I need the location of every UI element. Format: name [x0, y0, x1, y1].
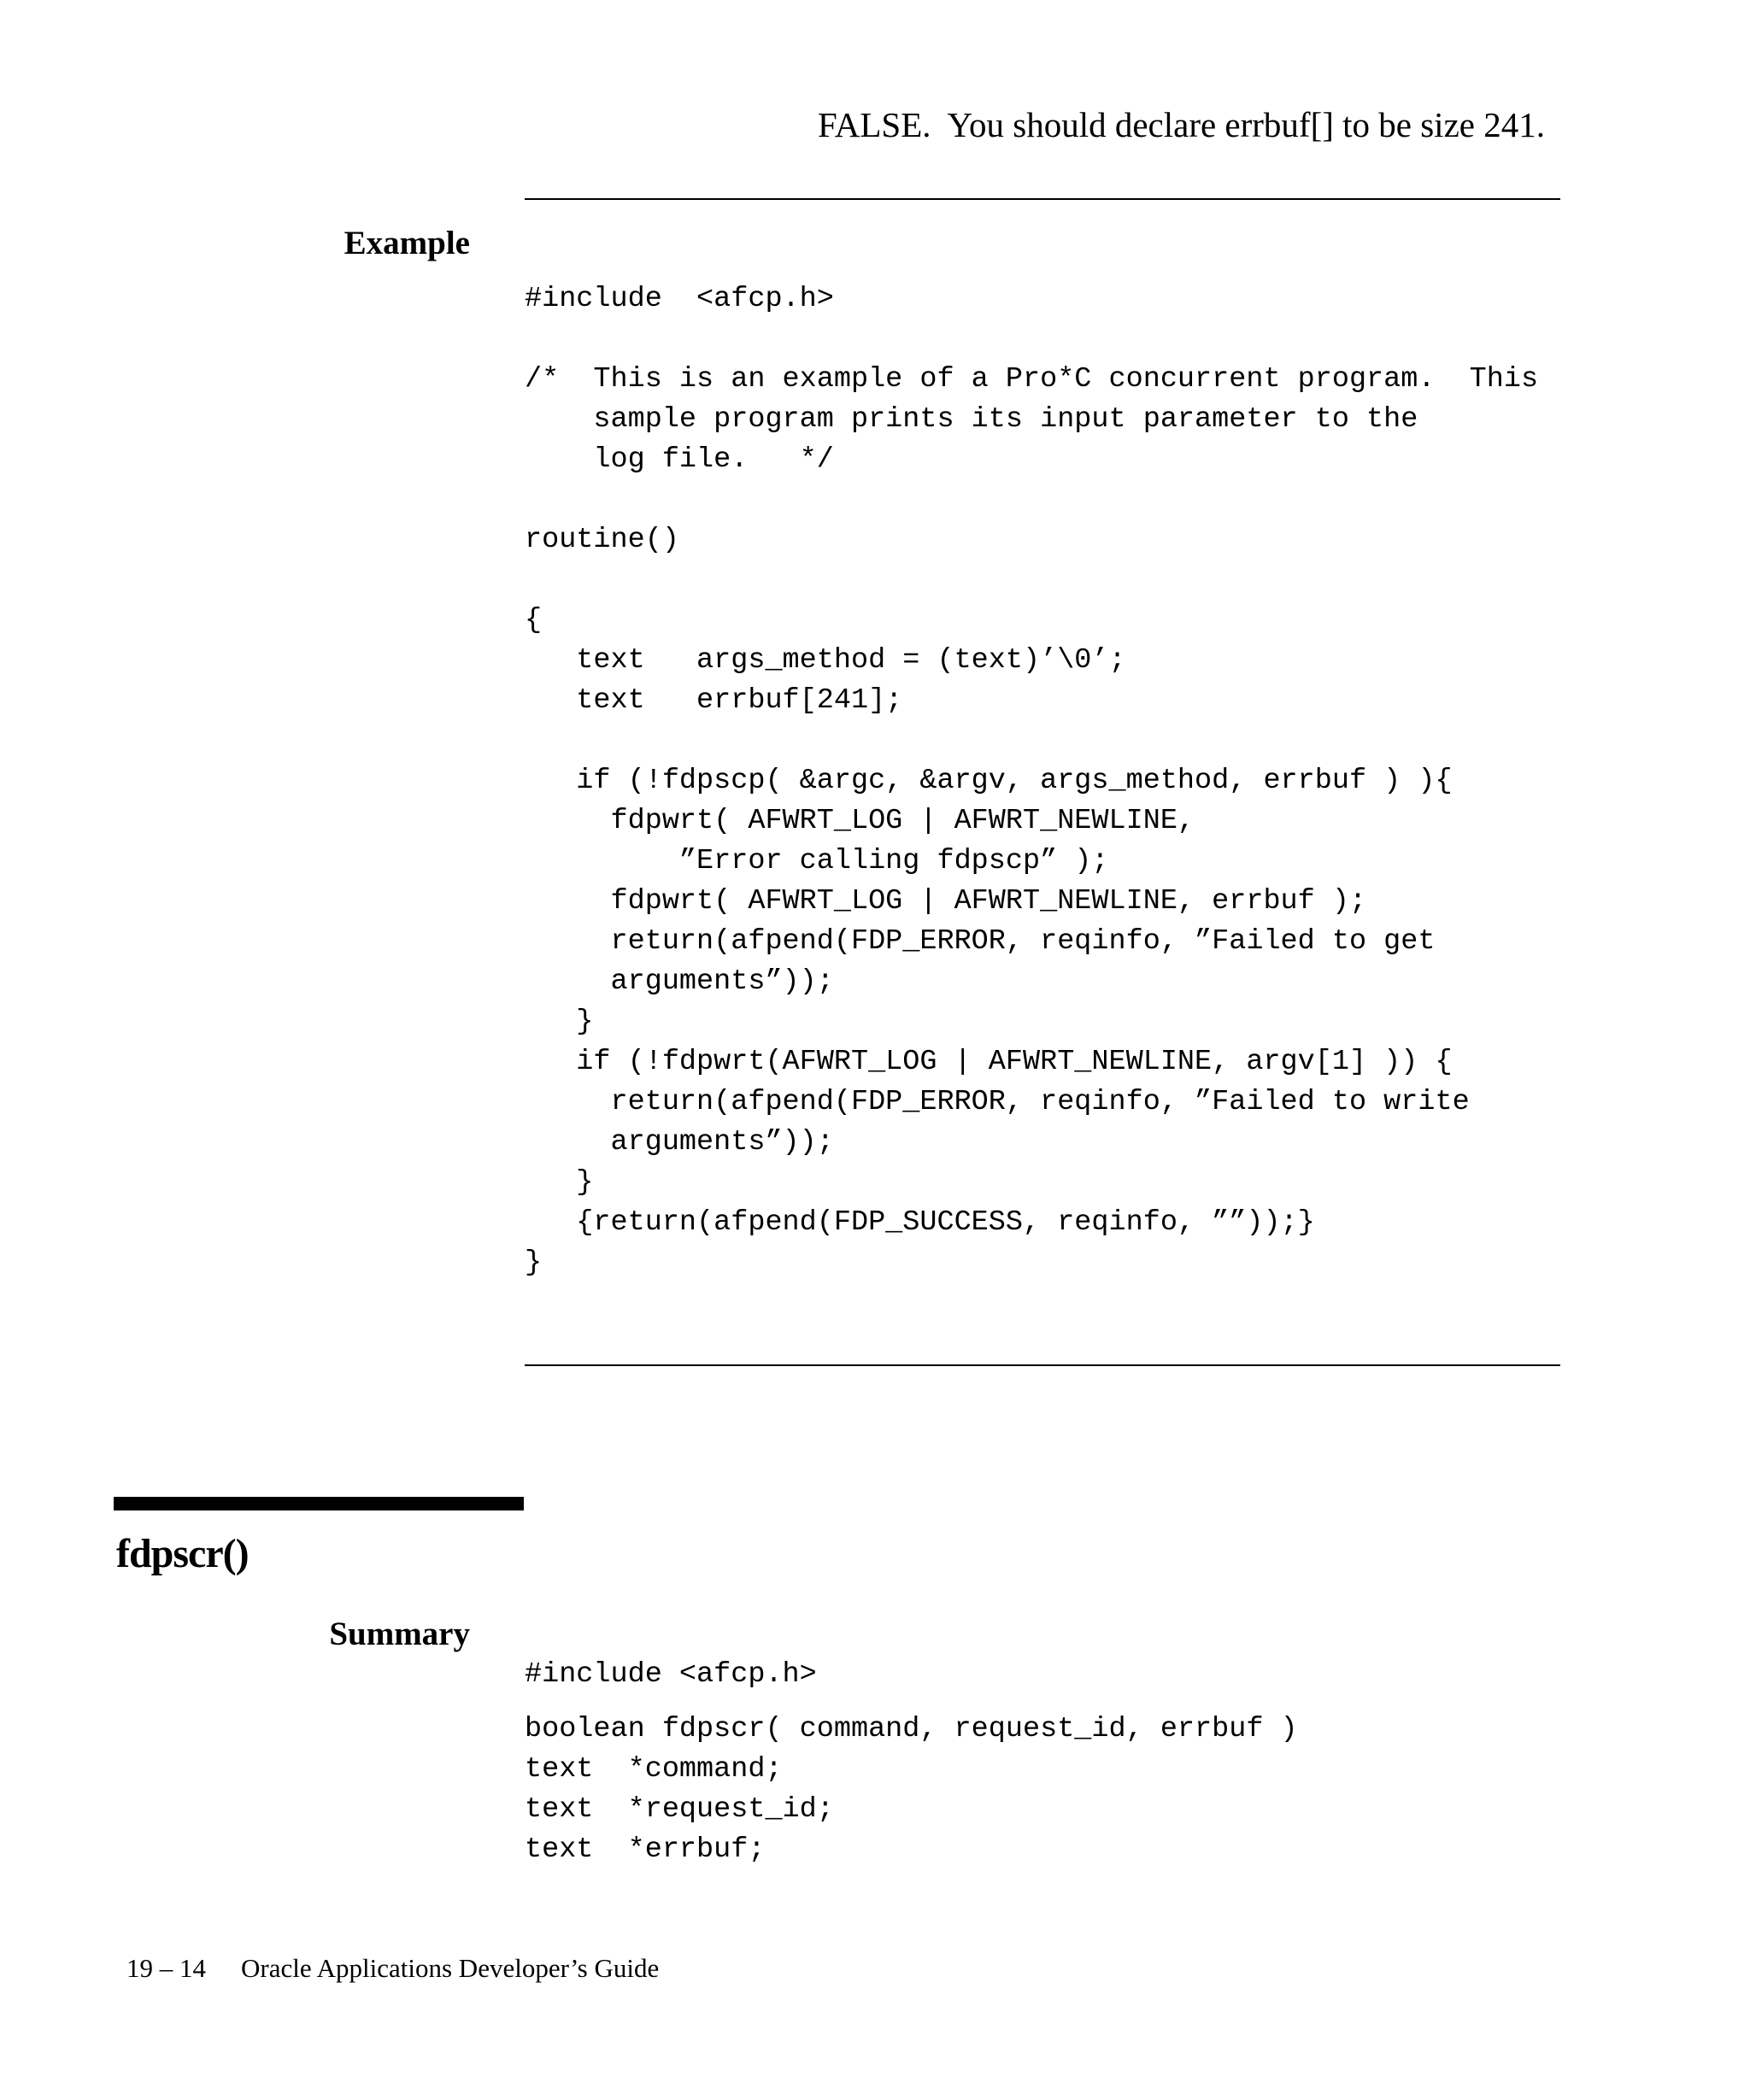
footer-page-number: 19 – 14	[126, 1953, 206, 1983]
page-footer	[126, 1953, 659, 1984]
footer-book-title: Oracle Applications Developer’s Guide	[241, 1953, 660, 1983]
bottom-rule	[525, 1364, 1560, 1366]
summary-signature-block: boolean fdpscr( command, request_id, errbuf ) text *command; text *request_id; text *errbuf;	[525, 1713, 1298, 1866]
example-code-block: #include <afcp.h> /* This is an example of a Pro*C concurrent program. This sample program prints its input parameter to the log file. */ routine() { text args_method = (text)’\0’; text errbuf[241]; if (!fdpscp( &argc, &argv, args_method, errbuf ) ){ fdpwrt( AFWRT_LOG | AFWRT_NEWLINE, ”Error calling fdpscp” ); fdpwrt( AFWRT_LOG | AFWRT_NEWLINE, errbuf ); return(afpend(FDP_ERROR, reqinfo, ”Failed to get arguments”)); } if (!fdpwrt(AFWRT_LOG | AFWRT_NEWLINE, argv[1] )) { return(afpend(FDP_ERROR, reqinfo, ”Failed to write arguments”)); } {return(afpend(FDP_SUCCESS, reqinfo, ””));} }	[525, 283, 1539, 1279]
section-title: fdpscr()	[116, 1531, 249, 1576]
summary-include-line: #include <afcp.h>	[525, 1658, 817, 1691]
summary-heading: Summary	[329, 1616, 470, 1652]
intro-text: FALSE. You should declare errbuf[] to be size 241.	[818, 105, 1545, 144]
example-heading: Example	[344, 225, 470, 261]
top-rule	[525, 198, 1560, 200]
section-divider-bar	[114, 1497, 524, 1510]
